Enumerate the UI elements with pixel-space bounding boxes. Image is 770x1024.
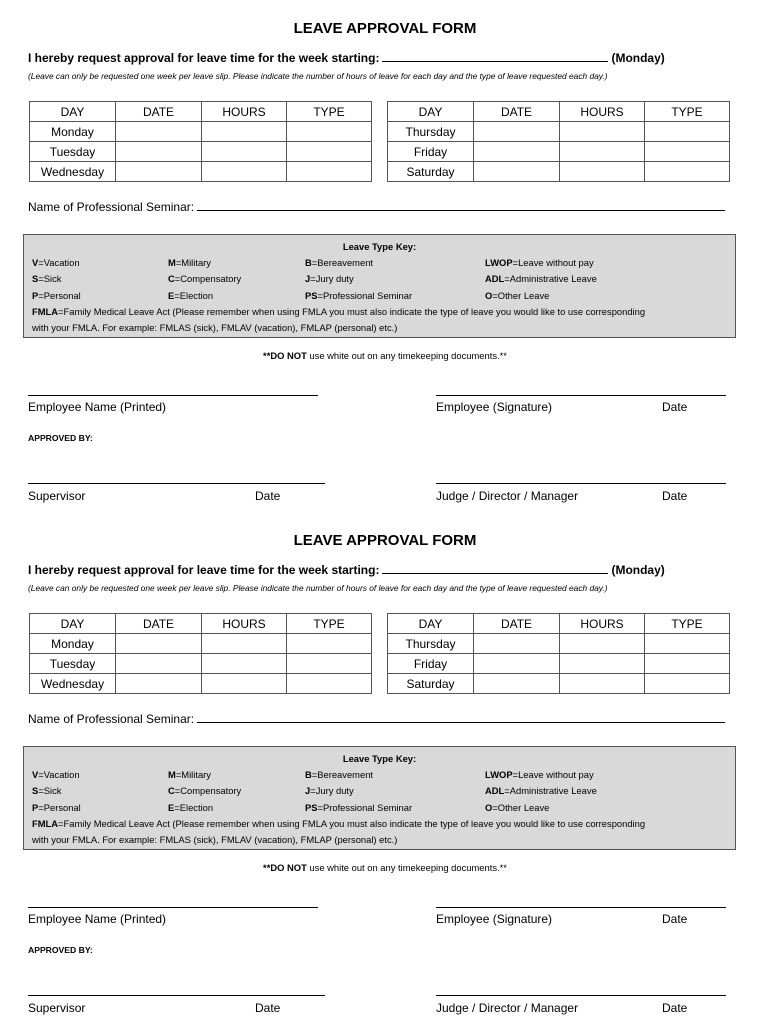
fmla-example: with your FMLA. For example: FMLAS (sick), FMLAV (vacation), FMLAP (personal) etc.) bbox=[32, 322, 398, 333]
key-item: V=Vacation bbox=[32, 769, 80, 780]
col-header-day: DAY bbox=[30, 614, 116, 634]
col-header-hours: HOURS bbox=[202, 102, 287, 122]
day-cell: Tuesday bbox=[30, 142, 116, 162]
type-cell[interactable] bbox=[645, 122, 730, 142]
col-header-type: TYPE bbox=[645, 102, 730, 122]
instructions-note: (Leave can only be requested one week per leave slip. Please indicate the number of hours of leave for each day and the type of leave requested each day.) bbox=[28, 583, 608, 593]
seminar-line bbox=[28, 712, 725, 726]
supervisor-date-label: Date bbox=[255, 1001, 281, 1015]
key-item: M=Military bbox=[168, 769, 211, 780]
key-item: M=Military bbox=[168, 257, 211, 268]
week-start-field[interactable] bbox=[382, 52, 608, 62]
date-cell[interactable] bbox=[116, 162, 202, 182]
fmla-note: FMLA=Family Medical Leave Act (Please remember when using FMLA you must also indicate the type of leave you would like to use corresponding bbox=[32, 306, 646, 317]
key-item: S=Sick bbox=[32, 273, 62, 284]
col-header-date: DATE bbox=[474, 614, 560, 634]
table-row bbox=[30, 654, 372, 674]
employee-signature-label: Employee (Signature) bbox=[436, 912, 553, 926]
day-cell: Thursday bbox=[388, 122, 474, 142]
leave-table-right bbox=[387, 101, 730, 182]
table-row bbox=[30, 674, 372, 694]
type-cell[interactable] bbox=[287, 654, 372, 674]
leave-table-left bbox=[29, 101, 372, 182]
day-cell: Saturday bbox=[388, 674, 474, 694]
date-cell[interactable] bbox=[116, 674, 202, 694]
fmla-note: FMLA=Family Medical Leave Act (Please remember when using FMLA you must also indicate the type of leave you would like to use corresponding bbox=[32, 818, 646, 829]
table-row bbox=[388, 674, 730, 694]
key-item: E=Election bbox=[168, 290, 214, 301]
employee-name-label: Employee Name (Printed) bbox=[28, 912, 167, 926]
hours-cell[interactable] bbox=[202, 634, 287, 654]
instructions-note: (Leave can only be requested one week per leave slip. Please indicate the number of hours of leave for each day and the type of leave requested each day.) bbox=[28, 71, 608, 81]
key-item: B=Bereavement bbox=[305, 257, 374, 268]
day-cell: Tuesday bbox=[30, 654, 116, 674]
col-header-hours: HOURS bbox=[560, 102, 645, 122]
judge-line[interactable] bbox=[436, 995, 726, 996]
fmla-example: with your FMLA. For example: FMLAS (sick), FMLAV (vacation), FMLAP (personal) etc.) bbox=[32, 834, 398, 845]
col-header-date: DATE bbox=[116, 614, 202, 634]
seminar-label: Name of Professional Seminar: bbox=[28, 200, 195, 214]
hours-cell[interactable] bbox=[560, 122, 645, 142]
hours-cell[interactable] bbox=[560, 654, 645, 674]
date-cell[interactable] bbox=[116, 122, 202, 142]
hours-cell[interactable] bbox=[202, 654, 287, 674]
table-row bbox=[30, 634, 372, 654]
day-cell: Friday bbox=[388, 142, 474, 162]
hours-cell[interactable] bbox=[202, 674, 287, 694]
key-item: S=Sick bbox=[32, 785, 62, 796]
seminar-field[interactable] bbox=[197, 200, 725, 211]
type-cell[interactable] bbox=[287, 122, 372, 142]
key-item: J=Jury duty bbox=[305, 273, 354, 284]
request-line bbox=[28, 51, 665, 65]
supervisor-date-label: Date bbox=[255, 489, 281, 503]
key-item: O=Other Leave bbox=[485, 802, 550, 813]
col-header-hours: HOURS bbox=[202, 614, 287, 634]
day-cell: Monday bbox=[30, 634, 116, 654]
key-title: Leave Type Key: bbox=[342, 241, 417, 252]
approved-by-label: APPROVED BY: bbox=[28, 945, 93, 955]
col-header-type: TYPE bbox=[645, 614, 730, 634]
key-item: J=Jury duty bbox=[305, 785, 354, 796]
leave-table-right bbox=[387, 613, 730, 694]
key-item: O=Other Leave bbox=[485, 290, 550, 301]
supervisor-label: Supervisor bbox=[28, 1001, 86, 1015]
judge-date-label: Date bbox=[662, 489, 688, 503]
request-prefix: I hereby request approval for leave time for the week starting: bbox=[28, 563, 380, 577]
key-item: C=Compensatory bbox=[168, 785, 242, 796]
hours-cell[interactable] bbox=[560, 142, 645, 162]
supervisor-line[interactable] bbox=[28, 483, 325, 484]
date-label: Date bbox=[662, 912, 688, 926]
day-cell: Saturday bbox=[388, 162, 474, 182]
type-cell[interactable] bbox=[645, 142, 730, 162]
seminar-label: Name of Professional Seminar: bbox=[28, 712, 195, 726]
key-item: PS=Professional Seminar bbox=[305, 802, 413, 813]
hours-cell[interactable] bbox=[202, 142, 287, 162]
key-item: P=Personal bbox=[32, 290, 81, 301]
table-row bbox=[30, 122, 372, 142]
leave-type-key bbox=[23, 234, 736, 338]
day-cell: Thursday bbox=[388, 634, 474, 654]
date-cell[interactable] bbox=[116, 142, 202, 162]
type-cell[interactable] bbox=[645, 634, 730, 654]
col-header-day: DAY bbox=[388, 614, 474, 634]
judge-date-label: Date bbox=[662, 1001, 688, 1015]
table-row bbox=[388, 142, 730, 162]
key-item: LWOP=Leave without pay bbox=[485, 257, 594, 268]
date-cell[interactable] bbox=[474, 162, 560, 182]
table-row bbox=[388, 634, 730, 654]
type-cell[interactable] bbox=[287, 162, 372, 182]
key-item: B=Bereavement bbox=[305, 769, 374, 780]
col-header-day: DAY bbox=[388, 102, 474, 122]
request-line bbox=[28, 563, 665, 577]
form-title: LEAVE APPROVAL FORM bbox=[293, 20, 477, 37]
col-header-date: DATE bbox=[474, 102, 560, 122]
day-cell: Wednesday bbox=[30, 674, 116, 694]
key-title: Leave Type Key: bbox=[342, 753, 417, 764]
table-row bbox=[388, 654, 730, 674]
key-item: PS=Professional Seminar bbox=[305, 290, 413, 301]
leave-form-2 bbox=[0, 512, 770, 1024]
hours-cell[interactable] bbox=[202, 162, 287, 182]
key-item: LWOP=Leave without pay bbox=[485, 769, 594, 780]
date-cell[interactable] bbox=[474, 634, 560, 654]
day-cell: Wednesday bbox=[30, 162, 116, 182]
key-item: ADL=Administrative Leave bbox=[485, 785, 597, 796]
date-cell[interactable] bbox=[116, 654, 202, 674]
date-cell[interactable] bbox=[474, 654, 560, 674]
day-cell: Monday bbox=[30, 122, 116, 142]
supervisor-line[interactable] bbox=[28, 995, 325, 996]
request-prefix: I hereby request approval for leave time for the week starting: bbox=[28, 51, 380, 65]
employee-name-label: Employee Name (Printed) bbox=[28, 400, 167, 414]
date-cell[interactable] bbox=[474, 674, 560, 694]
table-row bbox=[388, 122, 730, 142]
employee-signature-label: Employee (Signature) bbox=[436, 400, 553, 414]
hours-cell[interactable] bbox=[560, 674, 645, 694]
col-header-type: TYPE bbox=[287, 614, 372, 634]
col-header-type: TYPE bbox=[287, 102, 372, 122]
request-suffix: (Monday) bbox=[611, 563, 665, 577]
date-cell[interactable] bbox=[474, 122, 560, 142]
judge-label: Judge / Director / Manager bbox=[436, 489, 579, 503]
week-start-field[interactable] bbox=[382, 564, 608, 574]
type-cell[interactable] bbox=[287, 634, 372, 654]
type-cell[interactable] bbox=[645, 674, 730, 694]
judge-label: Judge / Director / Manager bbox=[436, 1001, 579, 1015]
type-cell[interactable] bbox=[645, 162, 730, 182]
col-header-hours: HOURS bbox=[560, 614, 645, 634]
leave-table-left bbox=[29, 613, 372, 694]
key-item: E=Election bbox=[168, 802, 214, 813]
col-header-date: DATE bbox=[116, 102, 202, 122]
employee-name-line[interactable] bbox=[28, 395, 318, 396]
table-row bbox=[30, 142, 372, 162]
date-label: Date bbox=[662, 400, 688, 414]
date-cell[interactable] bbox=[474, 142, 560, 162]
type-cell[interactable] bbox=[645, 654, 730, 674]
key-item: ADL=Administrative Leave bbox=[485, 273, 597, 284]
type-cell[interactable] bbox=[287, 142, 372, 162]
date-cell[interactable] bbox=[116, 634, 202, 654]
whiteout-warning: **DO NOT use white out on any timekeeping documents.** bbox=[263, 350, 507, 361]
seminar-field[interactable] bbox=[197, 712, 725, 723]
leave-type-key bbox=[23, 746, 736, 850]
approved-by-label: APPROVED BY: bbox=[28, 433, 93, 443]
type-cell[interactable] bbox=[287, 674, 372, 694]
employee-name-line[interactable] bbox=[28, 907, 318, 908]
employee-signature-line[interactable] bbox=[436, 395, 726, 396]
whiteout-warning: **DO NOT use white out on any timekeeping documents.** bbox=[263, 862, 507, 873]
table-row bbox=[388, 162, 730, 182]
key-item: C=Compensatory bbox=[168, 273, 242, 284]
day-cell: Friday bbox=[388, 654, 474, 674]
form-title: LEAVE APPROVAL FORM bbox=[293, 532, 477, 549]
seminar-line bbox=[28, 200, 725, 214]
hours-cell[interactable] bbox=[560, 162, 645, 182]
hours-cell[interactable] bbox=[202, 122, 287, 142]
judge-line[interactable] bbox=[436, 483, 726, 484]
employee-signature-line[interactable] bbox=[436, 907, 726, 908]
request-suffix: (Monday) bbox=[611, 51, 665, 65]
supervisor-label: Supervisor bbox=[28, 489, 86, 503]
key-item: P=Personal bbox=[32, 802, 81, 813]
table-row bbox=[30, 162, 372, 182]
key-item: V=Vacation bbox=[32, 257, 80, 268]
col-header-day: DAY bbox=[30, 102, 116, 122]
hours-cell[interactable] bbox=[560, 634, 645, 654]
